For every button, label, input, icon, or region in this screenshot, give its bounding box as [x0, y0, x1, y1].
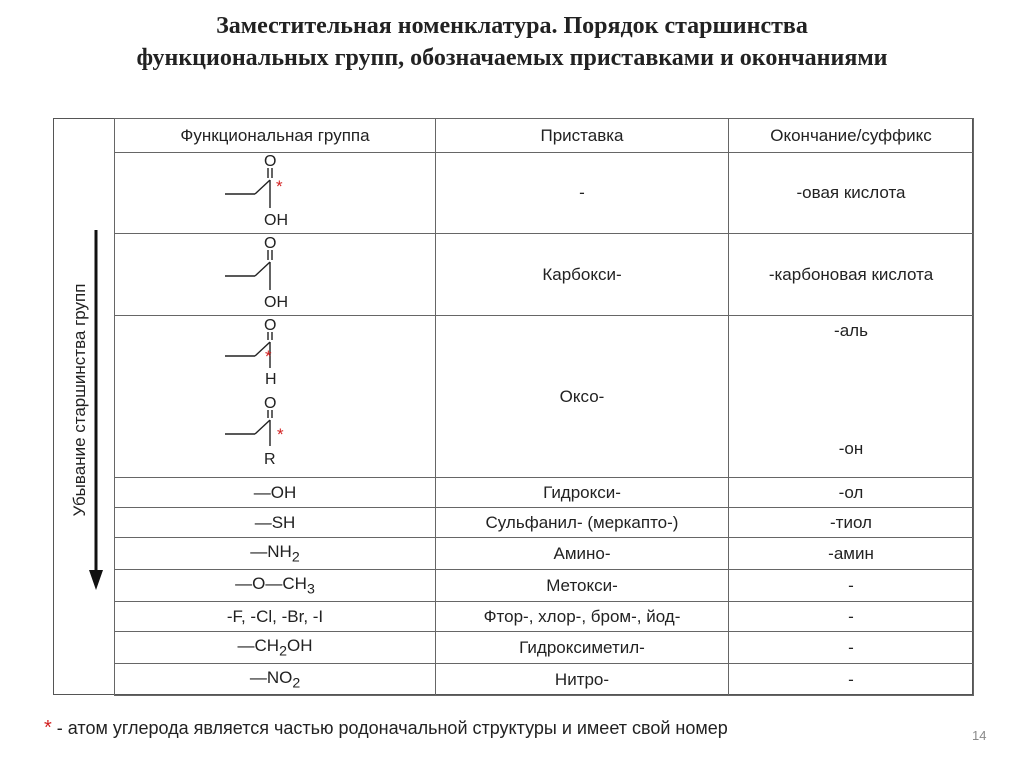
- oxo-structures: [115, 316, 436, 478]
- suffix-aldehyde: -аль: [834, 320, 868, 340]
- table-row: [115, 570, 974, 602]
- aldehyde-ketone-structures-icon: [215, 318, 335, 476]
- atom-o: O: [264, 235, 277, 252]
- group-subscript: 2: [291, 549, 300, 566]
- suffix-cell: -овая кислота: [729, 153, 974, 234]
- page-number: 14: [972, 728, 987, 743]
- group-formula: —NO: [249, 667, 293, 687]
- seniority-label: Убывание старшинства групп: [70, 283, 89, 517]
- table-row: [115, 602, 974, 632]
- group-subscript: 2: [292, 675, 301, 692]
- suffix-cell: -: [729, 602, 974, 632]
- header-functional-group: Функциональная группа: [115, 119, 436, 153]
- prefix-cell: Оксо-: [436, 316, 729, 478]
- footnote: [44, 717, 728, 740]
- atom-r: R: [264, 450, 276, 468]
- table-row: [115, 234, 974, 316]
- table-row: [115, 632, 974, 664]
- atom-o: O: [264, 317, 277, 334]
- title-line-2: функциональных групп, обозначаемых приставками и окончаниями: [136, 45, 888, 71]
- suffix-ketone: -он: [838, 438, 864, 458]
- acid-starred-structure: [115, 153, 436, 234]
- footnote-text: - атом углерода является частью родоначальной структуры и имеет свой номер: [51, 718, 728, 738]
- group-formula: —CH: [237, 635, 280, 655]
- group-cell: [115, 538, 436, 570]
- group-formula: —O—CH: [235, 573, 307, 593]
- table-header-row: [115, 119, 974, 153]
- star-marker: *: [276, 177, 283, 196]
- prefix-cell: Сульфанил- (меркапто-): [436, 508, 729, 538]
- table-row: [115, 478, 974, 508]
- group-formula-tail: OH: [286, 635, 313, 655]
- star-marker: *: [265, 346, 272, 366]
- group-cell: —SH: [115, 508, 436, 538]
- atom-oh: OH: [264, 212, 288, 229]
- group-subscript: 3: [306, 581, 315, 598]
- suffix-cell: -амин: [729, 538, 974, 570]
- prefix-cell: Нитро-: [436, 664, 729, 696]
- group-cell: [115, 570, 436, 602]
- prefix-cell: Гидроксиметил-: [436, 632, 729, 664]
- footnote-star: *: [44, 717, 52, 739]
- group-cell: -F, -Cl, -Br, -I: [115, 602, 436, 632]
- group-subscript: 2: [279, 643, 287, 660]
- star-marker: *: [277, 424, 284, 444]
- group-formula: —NH: [250, 541, 292, 561]
- table-row: [115, 664, 974, 696]
- atom-o: O: [264, 394, 277, 412]
- prefix-cell: -: [436, 153, 729, 234]
- prefix-cell: Гидрокси-: [436, 478, 729, 508]
- group-cell: [115, 632, 436, 664]
- table-row: [115, 316, 974, 478]
- suffix-cell: -: [729, 632, 974, 664]
- slide-title: [0, 10, 1024, 74]
- suffix-cell: -: [729, 664, 974, 696]
- prefix-cell: Фтор-, хлор-, бром-, йод-: [436, 602, 729, 632]
- atom-oh: OH: [264, 293, 288, 311]
- table-row: [115, 153, 974, 234]
- carboxyl-starred-structure-icon: [215, 154, 335, 232]
- header-suffix: Окончание/суффикс: [729, 119, 974, 153]
- suffix-cell: -ол: [729, 478, 974, 508]
- carboxyl-structure-icon: [215, 236, 335, 314]
- functional-groups-table: [114, 118, 974, 696]
- prefix-cell: Карбокси-: [436, 234, 729, 316]
- suffix-cell: -карбоновая кислота: [729, 234, 974, 316]
- suffix-cell: -: [729, 570, 974, 602]
- prefix-cell: Амино-: [436, 538, 729, 570]
- atom-h: H: [265, 370, 277, 388]
- table-row: [115, 508, 974, 538]
- title-line-1: Заместительная номенклатура. Порядок старшинства: [216, 13, 808, 39]
- group-cell: —OH: [115, 478, 436, 508]
- table-row: [115, 538, 974, 570]
- prefix-cell: Метокси-: [436, 570, 729, 602]
- atom-o: O: [264, 154, 277, 170]
- group-cell: [115, 664, 436, 696]
- suffix-cell: -тиол: [729, 508, 974, 538]
- header-prefix: Приставка: [436, 119, 729, 153]
- carboxy-structure: [115, 234, 436, 316]
- suffix-cell: [729, 316, 974, 478]
